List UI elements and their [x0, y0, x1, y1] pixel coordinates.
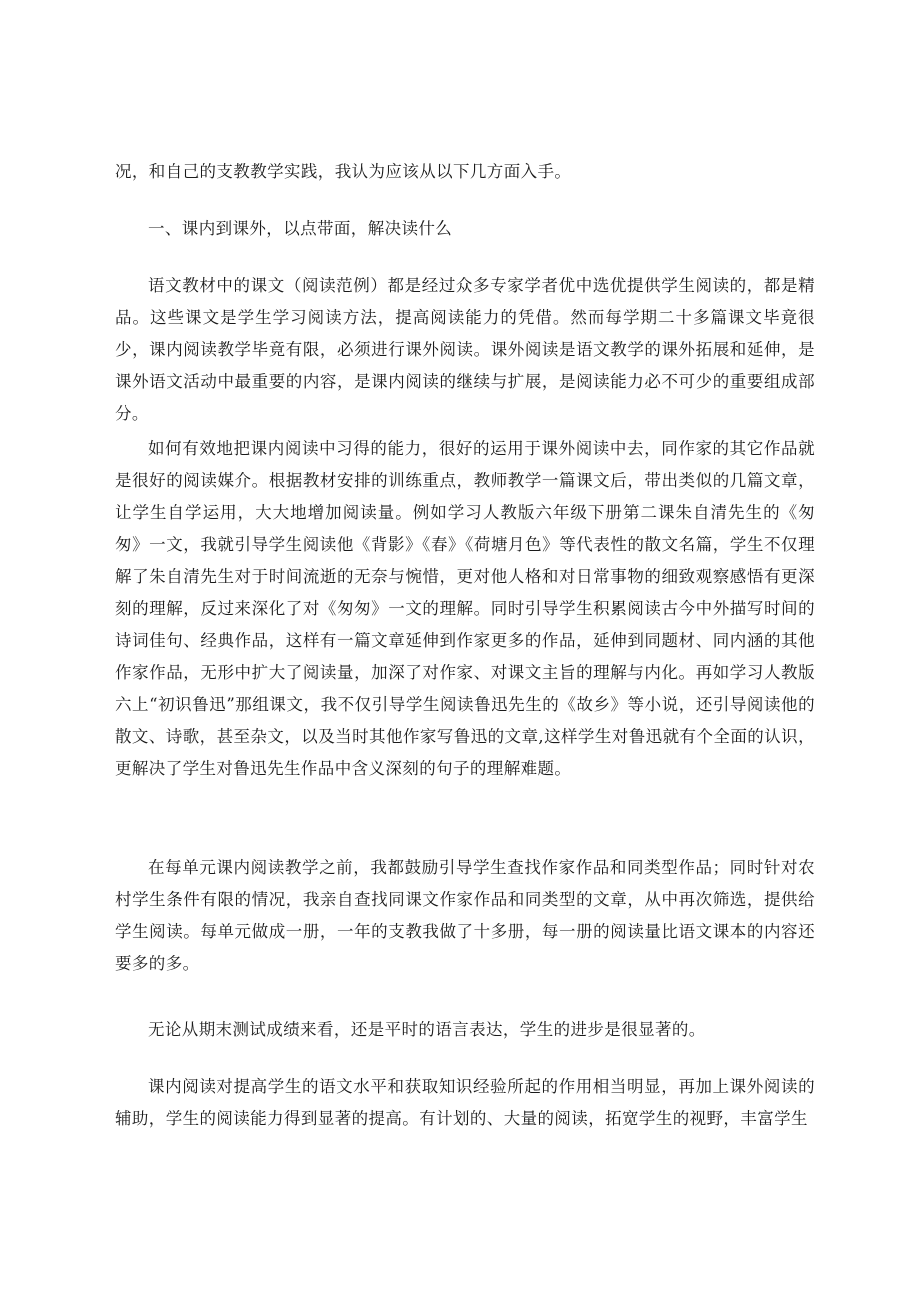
paragraph: 如何有效地把课内阅读中习得的能力，很好的运用于课外阅读中去，同作家的其它作品就是很好的阅读媒介。根据教材安排的训练重点，教师教学一篇课文后，带出类似的几篇文章，让学生自学运用，大大地增加阅读量。例如学习人教版六年级下册第二课朱自清先生的《匆匆》一文，我就引导学生阅读他《背影》《春》《荷塘月色》等代表性的散文名篇，学生不仅理解了朱自清先生对于时间流逝的无奈与惋惜，更对他人格和对日常事物的细致观察感悟有更深刻的理解，反过来深化了对《匆匆》一文的理解。同时引导学生积累阅读古今中外描写时间的诗词佳句、经典作品，这样有一篇文章延伸到作家更多的作品，延伸到同题材、同内涵的其他作家作品，无形中扩大了阅读量，加深了对作家、对课文主旨的理解与内化。再如学习人教版六上“初识鲁迅”那组课文，我不仅引导学生阅读鲁迅先生的《故乡》等小说，还引导阅读他的散文、诗歌，甚至杂文，以及当时其他作家写鲁迅的文章,这样学生对鲁迅就有个全面的认识，更解决了学生对鲁迅先生作品中含义深刻的句子的理解难题。 — [115, 439, 815, 778]
paragraph: 语文教材中的课文（阅读范例）都是经过众多专家学者优中选优提供学生阅读的，都是精品。这些课文是学生学习阅读方法，提高阅读能力的凭借。然而每学期二十多篇课文毕竟很少，课内阅读教学毕竟有限，必须进行课外阅读。课外阅读是语文教学的课外拓展和延伸，是课外语文活动中最重要的内容，是课内阅读的继续与扩展，是阅读能力必不可少的重要组成部分。 — [115, 276, 815, 423]
paragraph: 无论从期末测试成绩来看，还是平时的语言表达，学生的进步是很显著的。 — [148, 1020, 706, 1039]
paragraph: 课内阅读对提高学生的语文水平和获取知识经验所起的作用相当明显，再加上课外阅读的辅助，学生的阅读能力得到显著的提高。有计划的、大量的阅读，拓宽学生的视野，丰富学生 — [115, 1077, 815, 1128]
section-heading: 一、课内到课外，以点带面，解决读什么 — [148, 219, 453, 238]
paragraph-continuation: 况，和自己的支教教学实践，我认为应该从以下几方面入手。 — [115, 162, 572, 181]
paragraph: 在每单元课内阅读教学之前，我都鼓励引导学生查找作家作品和同类型作品；同时针对农村学生条件有限的情况，我亲自查找同课文作家作品和同类型的文章，从中再次筛选，提供给学生阅读。每单元做成一册，一年的支教我做了十多册，每一册的阅读量比语文课本的内容还要多的多。 — [115, 858, 815, 973]
